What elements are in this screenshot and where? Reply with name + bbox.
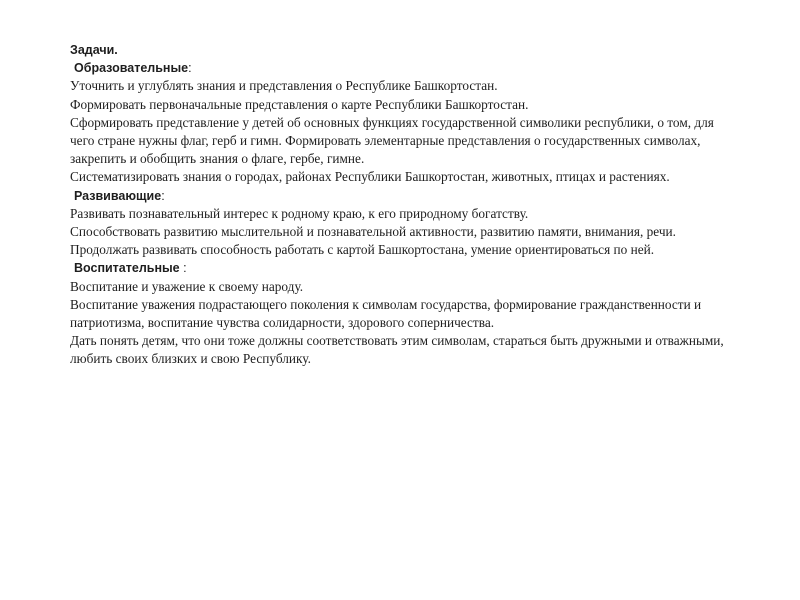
- section-educational: [70, 59, 740, 186]
- section-heading: Образовательные: [74, 61, 189, 76]
- section-heading-line: [70, 59, 740, 77]
- section-heading-suffix: :: [179, 261, 187, 276]
- paragraph: Воспитание уважения подрастающего поколения к символам государства, формирование гражданственности и патриотизма, воспитание чувства солидарности, здорового соперничества.: [70, 296, 702, 331]
- document-title: Задачи.: [70, 43, 118, 57]
- paragraph: Способствовать развитию мыслительной и познавательной активности, развитию памяти, внимания, речи.: [70, 224, 676, 240]
- paragraph: Уточнить и углублять знания и представления о Республике Башкортостан.: [70, 78, 498, 94]
- section-heading-suffix: :: [188, 61, 192, 76]
- section-heading: Воспитательные: [74, 261, 180, 276]
- paragraph: Продолжать развивать способность работать с картой Башкортостана, умение ориентироваться по ней.: [70, 242, 655, 258]
- section-heading: Развивающие: [74, 188, 162, 203]
- paragraph: Систематизировать знания о городах, районах Республики Башкортостан, животных, птицах и растениях.: [70, 169, 670, 185]
- section-developmental: [70, 187, 740, 260]
- paragraph: Дать понять детям, что они тоже должны соответствовать этим символам, стараться быть дружными и отважными, любить своих близких и свою Республику.: [70, 333, 724, 367]
- paragraph: Развивать познавательный интерес к родному краю, к его природному богатству.: [70, 205, 529, 221]
- section-upbringing: [70, 259, 740, 368]
- paragraph: Сформировать представление у детей об основных функциях государственной символики республики, о том, для чего стране нужны флаг, герб и гимн. Формировать элементарные представления о государственных символах, закрепить и обобщить знания о флаге, гербе, гимне.: [70, 114, 714, 167]
- section-heading-suffix: :: [161, 188, 165, 203]
- paragraph: Воспитание и уважение к своему народу.: [70, 278, 304, 294]
- document-body: [70, 41, 740, 369]
- paragraph: Формировать первоначальные представления о карте Республики Башкортостан.: [70, 96, 529, 112]
- section-heading-line: [70, 259, 740, 277]
- section-heading-line: [70, 187, 740, 205]
